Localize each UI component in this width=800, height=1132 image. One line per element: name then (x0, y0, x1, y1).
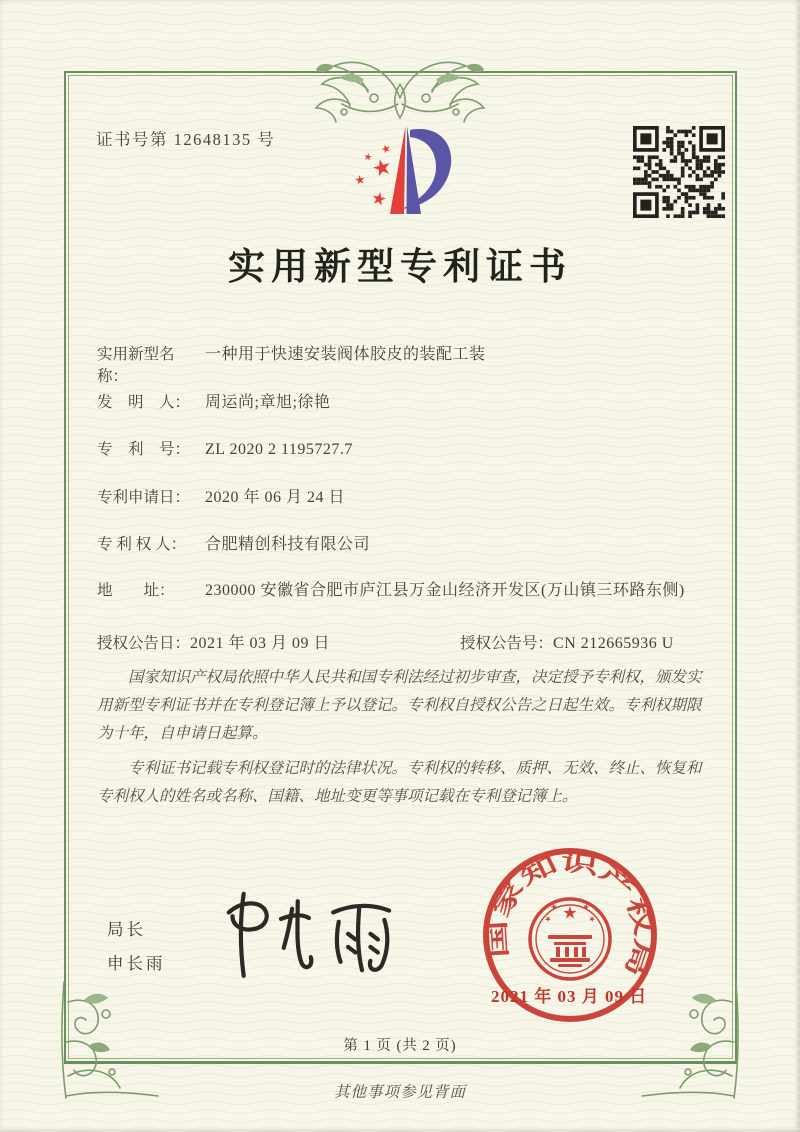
field-label: 专 利 号： (97, 441, 191, 458)
field-value: 合肥精创科技有限公司 (205, 536, 371, 553)
field-value: CN 212665936 U (553, 635, 674, 652)
field-label: 授权公告号： (460, 635, 554, 652)
director-signature (212, 876, 417, 988)
field-value: 周运尚;章旭;徐艳 (205, 394, 331, 411)
field-value: 2020 年 06 月 24 日 (205, 489, 346, 506)
field-address (97, 578, 697, 604)
certificate-title: 实用新型专利证书 (228, 247, 572, 288)
field-grant-number (460, 631, 674, 657)
field-filing-date (97, 485, 697, 511)
field-value: 230000 安徽省合肥市庐江县万金山经济开发区(万山镇三环路东侧) (205, 582, 685, 599)
signer-name: 申长雨 (107, 954, 166, 973)
legal-text-block (97, 664, 709, 811)
field-label: 实用新型名称： (97, 346, 175, 385)
field-label: 发 明 人： (97, 394, 191, 411)
field-patent-number (97, 437, 697, 463)
field-grant-date (97, 631, 331, 652)
certificate-number: 证书号第 12648135 号 (96, 130, 276, 149)
signer-title: 局长 (107, 920, 146, 939)
field-label: 授权公告日： (97, 635, 191, 652)
legal-paragraph-1: 国家知识产权局依照中华人民共和国专利法经过初步审查，决定授予专利权，颁发实用新型专利证书并在专利登记簿上予以登记。专利权自授权公告之日起生效。专利权期限为十年，自申请日起算。 (97, 669, 702, 742)
field-label: 专利申请日： (97, 489, 191, 506)
field-value: 2021 年 03 月 09 日 (190, 635, 331, 652)
field-label: 地 址： (97, 582, 175, 599)
field-value: 一种用于快速安装阀体胶皮的装配工装 (205, 346, 486, 363)
national-emblem-icon (530, 899, 610, 979)
back-side-note: 其他事项参见背面 (333, 1084, 466, 1101)
field-patentee (97, 532, 697, 558)
field-label: 专 利 权 人： (97, 536, 187, 553)
legal-paragraph-2: 专利证书记载专利权登记时的法律状况。专利权的转移、质押、无效、终止、恢复和专利权人的姓名或名称、国籍、地址变更等事项记载在专利登记簿上。 (97, 760, 702, 805)
page-number: 第 1 页 (共 2 页) (343, 1038, 457, 1054)
field-grant-row (97, 631, 674, 657)
qr-code (633, 126, 725, 218)
seal-date: 2021 年 03 月 09 日 (491, 987, 648, 1006)
cnipa-logo-icon (334, 110, 466, 236)
field-inventors (97, 390, 697, 416)
field-utility-model-name (97, 342, 697, 386)
field-value: ZL 2020 2 1195727.7 (205, 441, 353, 458)
seal-arc-text: 国家知识产权局 (485, 849, 656, 966)
